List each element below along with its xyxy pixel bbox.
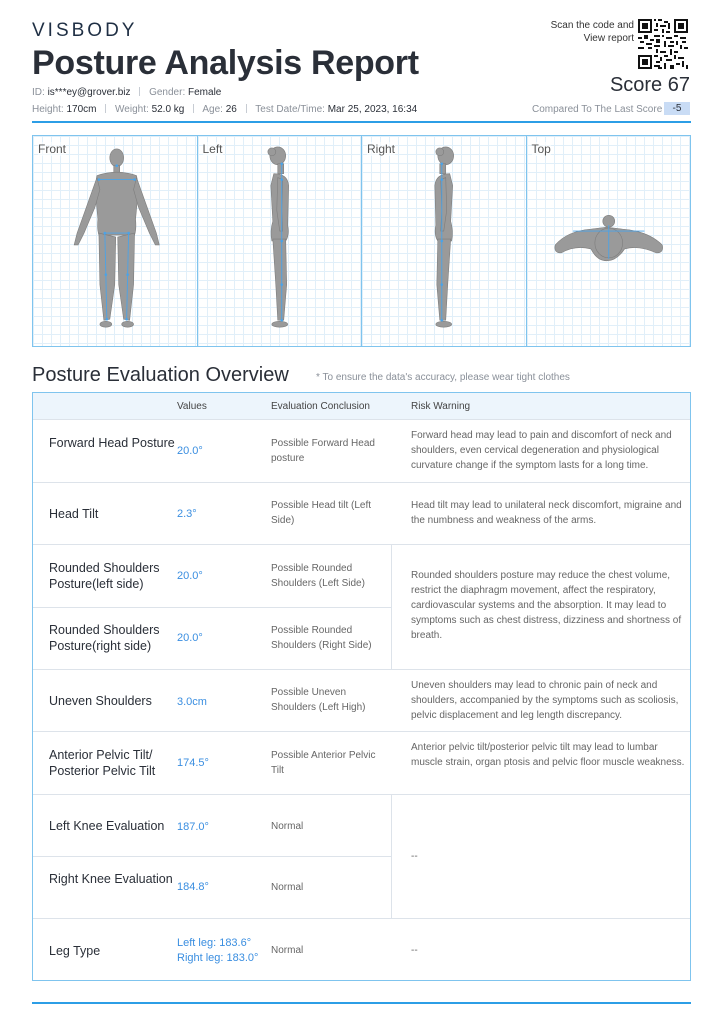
table-row	[33, 856, 690, 918]
divider	[246, 104, 247, 113]
qr-code[interactable]	[638, 19, 688, 69]
table-row	[33, 669, 690, 731]
row-value: 2.3°	[177, 508, 197, 520]
row-conclusion: Possible Uneven Shoulders (Left High)	[271, 687, 366, 713]
table-row	[33, 419, 690, 482]
divider	[139, 87, 140, 96]
gender-value: Female	[188, 87, 222, 98]
test-date-value: Mar 25, 2023, 16:34	[327, 104, 418, 115]
row-risk: --	[411, 945, 418, 956]
height-label: Height:	[32, 104, 64, 115]
compare-label: Compared To The Last Score	[532, 104, 663, 115]
right-body-model	[362, 136, 526, 346]
row-value: 174.5°	[177, 757, 209, 769]
weight-label: Weight:	[115, 104, 149, 115]
row-name: Right Knee Evaluation	[49, 872, 173, 886]
row-name: Anterior Pelvic Tilt/ Posterior Pelvic Tilt	[49, 748, 156, 778]
report-title: Posture Analysis Report	[32, 44, 419, 82]
score-delta-badge: -5	[664, 102, 690, 115]
id-gender-line	[32, 87, 221, 98]
table-row	[33, 918, 690, 981]
view-left[interactable]	[198, 136, 363, 346]
row-name: Uneven Shoulders	[49, 694, 152, 708]
row-conclusion: Possible Forward Head posture	[271, 438, 375, 464]
right-leg-value: Right leg: 183.0°	[177, 952, 259, 964]
gender-label: Gender:	[149, 87, 186, 98]
age-label: Age:	[202, 104, 223, 115]
row-value: 187.0°	[177, 821, 209, 833]
posture-views	[32, 135, 691, 347]
scan-instructions	[551, 19, 634, 45]
row-conclusion: Possible Rounded Shoulders (Right Side)	[271, 625, 372, 651]
view-right[interactable]	[362, 136, 527, 346]
stats-line	[32, 104, 417, 115]
table-header	[33, 393, 690, 419]
row-name: Rounded Shoulders Posture(right side)	[49, 623, 160, 653]
brand-logo: VISBODY	[32, 20, 138, 41]
row-value: 184.8°	[177, 881, 209, 893]
row-name: Rounded Shoulders Posture(left side)	[49, 561, 160, 591]
row-conclusion: Possible Rounded Shoulders (Left Side)	[271, 563, 365, 589]
column-divider	[391, 794, 392, 918]
id-value: is***ey@grover.biz	[47, 87, 131, 98]
row-name: Forward Head Posture	[49, 436, 175, 450]
top-body-model	[527, 136, 691, 346]
knees-risk: --	[411, 851, 418, 862]
overview-note: * To ensure the data's accuracy, please wear tight clothes	[316, 372, 570, 383]
footer-divider	[32, 1002, 691, 1004]
divider	[193, 104, 194, 113]
scan-line-1: Scan the code and	[550, 20, 634, 31]
id-label: ID:	[32, 87, 45, 98]
view-right-label: Right	[367, 142, 396, 156]
col-conclusion: Evaluation Conclusion	[271, 401, 370, 412]
row-value	[177, 936, 258, 966]
weight-value: 52.0 kg	[151, 104, 185, 115]
overview-title: Posture Evaluation Overview	[32, 364, 289, 386]
col-values: Values	[177, 401, 207, 412]
row-risk: Anterior pelvic tilt/posterior pelvic tilt may lead to lumbar muscle strain, organ ptosis and pelvic floor muscle weakness.	[411, 742, 685, 768]
table-row	[33, 482, 690, 544]
col-risk: Risk Warning	[411, 401, 471, 412]
score-value: Score 67	[609, 74, 690, 96]
row-value: 3.0cm	[177, 696, 207, 708]
row-risk: Head tilt may lead to unilateral neck discomfort, migraine and the numbness and weakness of the arms.	[411, 500, 682, 526]
row-name: Head Tilt	[49, 507, 99, 521]
view-top-label: Top	[531, 142, 551, 156]
view-top[interactable]	[527, 136, 691, 346]
row-risk: Forward head may lead to pain and discomfort of neck and shoulders, even cervical degeneration and physiological curvature change if the symptom lasts for a long time.	[411, 430, 672, 471]
divider	[105, 104, 106, 113]
row-risk: Uneven shoulders may lead to chronic pain of neck and shoulders, accompanied by the symptoms such as scoliosis, pelvic displacement and leg length discrepancy.	[411, 680, 679, 721]
scan-line-2: View report	[583, 33, 634, 44]
row-conclusion: Normal	[271, 821, 304, 832]
row-value: 20.0°	[177, 632, 203, 644]
column-divider	[391, 544, 392, 669]
age-value: 26	[225, 104, 237, 115]
height-value: 170cm	[66, 104, 97, 115]
row-conclusion: Possible Anterior Pelvic Tilt	[271, 750, 376, 776]
row-conclusion: Possible Head tilt (Left Side)	[271, 500, 372, 526]
row-conclusion: Normal	[271, 945, 304, 956]
row-value: 20.0°	[177, 570, 203, 582]
left-body-model	[198, 136, 362, 346]
table-row	[33, 731, 690, 794]
row-value: 20.0°	[177, 445, 203, 457]
evaluation-table	[32, 392, 691, 981]
view-front-label: Front	[38, 142, 67, 156]
row-divider	[33, 856, 392, 857]
test-date-label: Test Date/Time:	[255, 104, 325, 115]
row-name: Leg Type	[49, 944, 101, 958]
row-divider	[33, 607, 392, 608]
front-body-model	[33, 136, 197, 346]
shoulders-risk: Rounded shoulders posture may reduce the chest volume, restrict the diaphragm movement, affect the respiratory, cardiovascular systems and the absorption. It may lead to symptoms such as chest distress, dizziness and shortness of breath.	[411, 570, 682, 641]
left-leg-value: Left leg: 183.6°	[177, 937, 252, 949]
header-divider	[32, 121, 691, 123]
row-conclusion: Normal	[271, 882, 304, 893]
view-left-label: Left	[202, 142, 223, 156]
table-row	[33, 794, 690, 856]
view-front[interactable]	[33, 136, 198, 346]
row-name: Left Knee Evaluation	[49, 819, 165, 833]
